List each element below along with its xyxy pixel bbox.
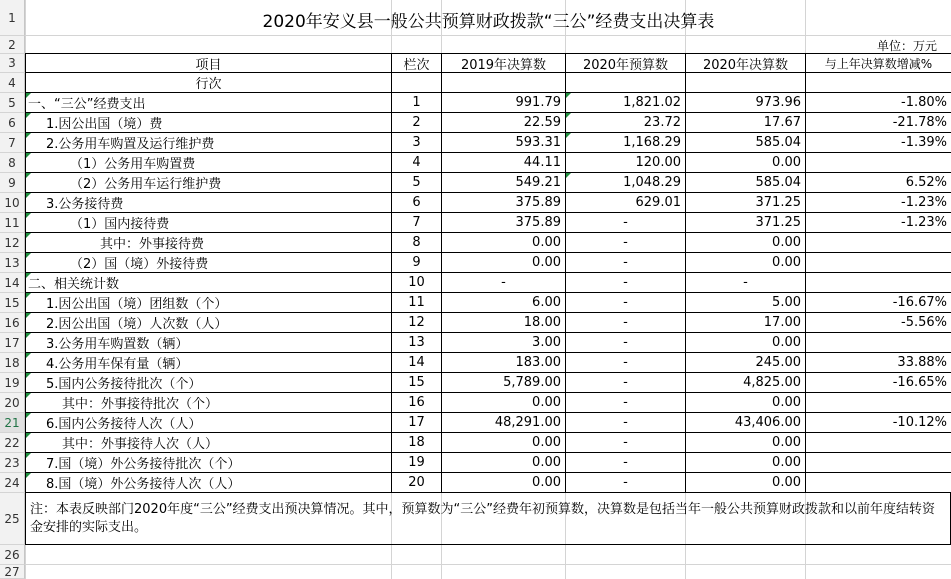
comment-marker-icon — [26, 153, 31, 158]
cell-y2019[interactable]: 183.00 — [515, 355, 561, 370]
cell-no[interactable]: 9 — [412, 255, 421, 270]
cell-b2020[interactable]: - — [623, 415, 628, 430]
cell-f2020[interactable]: 0.00 — [772, 475, 801, 490]
cell-y2019[interactable]: 3.00 — [532, 335, 561, 350]
cell-b2020[interactable]: - — [623, 435, 628, 450]
cell-f2020[interactable]: 0.00 — [772, 335, 801, 350]
cell-y2019[interactable]: 0.00 — [532, 255, 561, 270]
cell-no[interactable]: 13 — [408, 335, 425, 350]
cell-item[interactable]: 1.因公出国（境）费 — [46, 117, 163, 132]
cell-b2020[interactable]: 1,821.02 — [623, 95, 681, 110]
cell-b2020[interactable]: - — [623, 275, 628, 290]
cell-no[interactable]: 20 — [408, 475, 425, 490]
cell-y2019[interactable]: 48,291.00 — [494, 415, 561, 430]
cell-chg[interactable]: 6.52% — [905, 175, 947, 190]
cell-no[interactable]: 19 — [408, 455, 425, 470]
page-title: 2020年安义县一般公共预算财政拨款“三公”经费支出决算表 — [262, 11, 715, 32]
column-header-f2020[interactable]: 2020年决算数 — [702, 57, 789, 73]
comment-marker-icon — [26, 133, 31, 138]
cell-no[interactable]: 11 — [408, 295, 425, 310]
cell-item[interactable]: 3.公务接待费 — [46, 197, 124, 212]
cell-b2020[interactable]: - — [623, 375, 628, 390]
column-header-b2020[interactable]: 2020年预算数 — [582, 57, 669, 73]
comment-marker-icon — [26, 233, 31, 238]
row-header-23[interactable]: 23 — [0, 453, 25, 473]
cell-b2020[interactable]: - — [623, 335, 628, 350]
cell-item[interactable]: 2.因公出国（境）人次数（人） — [46, 317, 228, 332]
row-header-22[interactable]: 22 — [0, 433, 25, 453]
row-header-16[interactable]: 16 — [0, 313, 25, 333]
cell-chg[interactable]: -21.78% — [892, 115, 947, 130]
cell-chg[interactable] — [806, 433, 951, 452]
row-header-6[interactable]: 6 — [0, 113, 25, 133]
cell-item[interactable]: （2）国（境）外接待费 — [70, 257, 209, 272]
row-header-5[interactable]: 5 — [0, 93, 25, 113]
cell-chg[interactable] — [806, 473, 951, 492]
row-header-8[interactable]: 8 — [0, 153, 25, 173]
cell-b2020[interactable]: - — [623, 355, 628, 370]
cell-chg[interactable] — [806, 393, 951, 412]
cell-no[interactable]: 3 — [412, 135, 421, 150]
cell-chg[interactable]: 33.88% — [897, 355, 947, 370]
cell-f2020[interactable]: - — [743, 275, 748, 290]
cell-f2020[interactable]: 5.00 — [772, 295, 801, 310]
comment-marker-icon — [566, 93, 571, 98]
cell-y2019[interactable]: 6.00 — [532, 295, 561, 310]
row-header-15[interactable]: 15 — [0, 293, 25, 313]
cell-b2020[interactable]: - — [623, 315, 628, 330]
cell-b2020[interactable]: 1,168.29 — [623, 135, 681, 150]
cell-item[interactable]: 3.公务用车购置数（辆） — [46, 337, 189, 352]
cell-item[interactable]: 7.国（境）外公务接待批次（个） — [46, 457, 241, 472]
row-header-17[interactable]: 17 — [0, 333, 25, 353]
cell-f2020[interactable]: 585.04 — [755, 175, 801, 190]
cell-item[interactable]: 5.国内公务接待批次（个） — [46, 377, 202, 392]
column-header-chg[interactable]: 与上年决算数增减% — [824, 56, 933, 71]
cell-y2019[interactable]: - — [501, 275, 506, 290]
cell-b2020[interactable]: - — [623, 235, 628, 250]
row-header-18[interactable]: 18 — [0, 353, 25, 373]
cell-f2020[interactable]: 0.00 — [772, 395, 801, 410]
cell-f2020[interactable]: 371.25 — [755, 195, 801, 210]
cell-item[interactable]: 其中：外事接待人次（人） — [62, 437, 219, 452]
cell-f2020[interactable]: 585.04 — [755, 135, 801, 150]
comment-marker-icon — [26, 273, 31, 278]
comment-marker-icon — [26, 333, 31, 338]
cell-chg[interactable]: -1.23% — [901, 215, 947, 230]
cell-item[interactable]: 1.因公出国（境）团组数（个） — [46, 297, 228, 312]
column-header-y2019[interactable]: 2019年决算数 — [460, 57, 547, 73]
table-border-h — [25, 544, 951, 545]
row-header-24[interactable]: 24 — [0, 473, 25, 493]
cell-chg[interactable]: -1.80% — [901, 95, 947, 110]
cell-chg[interactable]: -1.23% — [901, 195, 947, 210]
cell-b2020[interactable]: - — [623, 475, 628, 490]
cell-f2020[interactable]: 0.00 — [772, 235, 801, 250]
comment-marker-icon — [26, 113, 31, 118]
cell-no[interactable]: 18 — [408, 435, 425, 450]
comment-marker-icon — [26, 453, 31, 458]
cell-chg[interactable]: -5.56% — [901, 315, 947, 330]
cell-y2019[interactable]: 44.11 — [523, 155, 561, 170]
row-header-20[interactable]: 20 — [0, 393, 25, 413]
unit-label: 单位：万元 — [876, 38, 937, 53]
cell-b2020[interactable]: 120.00 — [635, 155, 681, 170]
cell-y2019[interactable]: 22.59 — [523, 115, 561, 130]
cell-f2020[interactable]: 43,406.00 — [734, 415, 801, 430]
comment-marker-icon — [566, 173, 571, 178]
cell-no[interactable]: 17 — [408, 415, 425, 430]
cell-no[interactable]: 12 — [408, 315, 425, 330]
table-border-v — [25, 492, 26, 544]
cell-item[interactable]: （1）公务用车购置费 — [70, 157, 196, 172]
cell-no[interactable]: 14 — [408, 355, 425, 370]
cell-no[interactable]: 7 — [412, 215, 421, 230]
cell-f2020[interactable]: 371.25 — [755, 215, 801, 230]
cell-y2019[interactable]: 0.00 — [532, 475, 561, 490]
comment-marker-icon — [26, 393, 31, 398]
cell-y2019[interactable]: 375.89 — [515, 215, 561, 230]
cell-f2020[interactable]: 0.00 — [772, 435, 801, 450]
cell-chg[interactable] — [806, 233, 951, 252]
cell-y2019[interactable]: 0.00 — [532, 455, 561, 470]
row-header-21[interactable]: 21 — [0, 413, 25, 433]
row-header-25[interactable]: 25 — [0, 493, 25, 545]
cell-no[interactable]: 2 — [412, 115, 421, 130]
cell-chg[interactable] — [806, 453, 951, 472]
cell-chg[interactable]: -1.39% — [901, 135, 947, 150]
cell-no[interactable]: 15 — [408, 375, 425, 390]
cell-f2020[interactable]: 245.00 — [755, 355, 801, 370]
cell-no[interactable]: 5 — [412, 175, 421, 190]
row-header-4[interactable]: 4 — [0, 73, 25, 93]
cell-y2019[interactable]: 0.00 — [532, 235, 561, 250]
cell-chg[interactable] — [806, 253, 951, 272]
row-header-26[interactable]: 26 — [0, 545, 25, 565]
cell-no[interactable]: 4 — [412, 155, 421, 170]
cell-f2020[interactable]: 0.00 — [772, 155, 801, 170]
cell-b2020[interactable]: 629.01 — [635, 195, 681, 210]
column-header-no[interactable]: 栏次 — [403, 57, 430, 73]
comment-marker-icon — [26, 433, 31, 438]
grid-line-h — [25, 564, 951, 565]
cell-no[interactable]: 6 — [412, 195, 421, 210]
cell-b2020[interactable]: 1,048.29 — [623, 175, 681, 190]
cell-f2020[interactable]: 973.96 — [755, 95, 801, 110]
cell-f2020[interactable]: 17.67 — [763, 115, 801, 130]
cell-item[interactable]: 6.国内公务接待人次（人） — [46, 417, 202, 432]
cell-f2020[interactable]: 0.00 — [772, 455, 801, 470]
cell-chg[interactable] — [806, 153, 951, 172]
cell-y2019[interactable]: 991.79 — [515, 95, 561, 110]
comment-marker-icon — [566, 133, 571, 138]
cell-y2019[interactable]: 549.21 — [515, 175, 561, 190]
cell-chg[interactable] — [806, 333, 951, 352]
cell-b2020[interactable]: - — [623, 455, 628, 470]
cell-item[interactable]: 二、相关统计数 — [28, 277, 120, 292]
cell-item[interactable]: 其中：外事接待批次（个） — [62, 397, 219, 412]
cell-b2020[interactable]: - — [623, 215, 628, 230]
cell-item[interactable]: 4.公务用车保有量（辆） — [46, 357, 189, 372]
comment-marker-icon — [566, 113, 571, 118]
cell-b2020[interactable]: - — [623, 295, 628, 310]
row-header-14[interactable]: 14 — [0, 273, 25, 293]
cell-b2020[interactable]: 23.72 — [643, 115, 681, 130]
comment-marker-icon — [26, 353, 31, 358]
row-header-9[interactable]: 9 — [0, 173, 25, 193]
row-header-12[interactable]: 12 — [0, 233, 25, 253]
cell-b2020[interactable]: - — [623, 395, 628, 410]
comment-marker-icon — [26, 413, 31, 418]
cell-item[interactable]: （2）公务用车运行维护费 — [70, 177, 222, 192]
row-header-7[interactable]: 7 — [0, 133, 25, 153]
cell-y2019[interactable]: 0.00 — [532, 435, 561, 450]
cell-y2019[interactable]: 375.89 — [515, 195, 561, 210]
cell-y2019[interactable]: 0.00 — [532, 395, 561, 410]
row-header-27[interactable]: 27 — [0, 565, 25, 579]
cell-chg[interactable] — [806, 273, 951, 292]
comment-marker-icon — [26, 473, 31, 478]
cell-item[interactable]: 其中：外事接待费 — [100, 237, 205, 252]
cell-no[interactable]: 10 — [408, 275, 425, 290]
comment-marker-icon — [26, 313, 31, 318]
cell-f2020[interactable]: 17.00 — [763, 315, 801, 330]
cell-chg[interactable]: -10.12% — [892, 415, 947, 430]
row-header-1[interactable]: 1 — [0, 0, 25, 36]
cell-y2019[interactable]: 18.00 — [523, 315, 561, 330]
comment-marker-icon — [26, 173, 31, 178]
cell-item[interactable]: （1）国内接待费 — [70, 217, 170, 232]
cell-y2019[interactable]: 5,789.00 — [503, 375, 561, 390]
column-subheader[interactable]: 行次 — [195, 77, 222, 92]
row-header-10[interactable]: 10 — [0, 193, 25, 213]
row-header-19[interactable]: 19 — [0, 373, 25, 393]
row-header-13[interactable]: 13 — [0, 253, 25, 273]
cell-item[interactable]: 8.国（境）外公务接待人次（人） — [46, 477, 241, 492]
comment-marker-icon — [26, 193, 31, 198]
row-header-2[interactable]: 2 — [0, 36, 25, 54]
row-header-3[interactable]: 3 — [0, 54, 25, 73]
comment-marker-icon — [26, 93, 31, 98]
cell-chg[interactable]: -16.67% — [892, 295, 947, 310]
cell-no[interactable]: 16 — [408, 395, 425, 410]
cell-chg[interactable]: -16.65% — [892, 375, 947, 390]
cell-item[interactable]: 一、“三公”经费支出 — [28, 97, 146, 112]
cell-item[interactable]: 2.公务用车购置及运行维护费 — [46, 137, 215, 152]
cell-no[interactable]: 8 — [412, 235, 421, 250]
cell-f2020[interactable]: 0.00 — [772, 255, 801, 270]
row-header-11[interactable]: 11 — [0, 213, 25, 233]
cell-f2020[interactable]: 4,825.00 — [743, 375, 801, 390]
table-note: 注：本表反映部门2020年度“三公”经费支出预决算情况。其中，预算数为“三公”经费年初预算数，决算数是包括当年一般公共预算财政拨款和以前年度结转资金安排的实际支出。 — [30, 501, 936, 535]
cell-y2019[interactable]: 593.31 — [515, 135, 561, 150]
cell-no[interactable]: 1 — [412, 95, 421, 110]
column-header-item[interactable]: 项目 — [195, 57, 222, 73]
comment-marker-icon — [26, 253, 31, 258]
comment-marker-icon — [26, 293, 31, 298]
comment-marker-icon — [26, 213, 31, 218]
comment-marker-icon — [26, 373, 31, 378]
cell-b2020[interactable]: - — [623, 255, 628, 270]
